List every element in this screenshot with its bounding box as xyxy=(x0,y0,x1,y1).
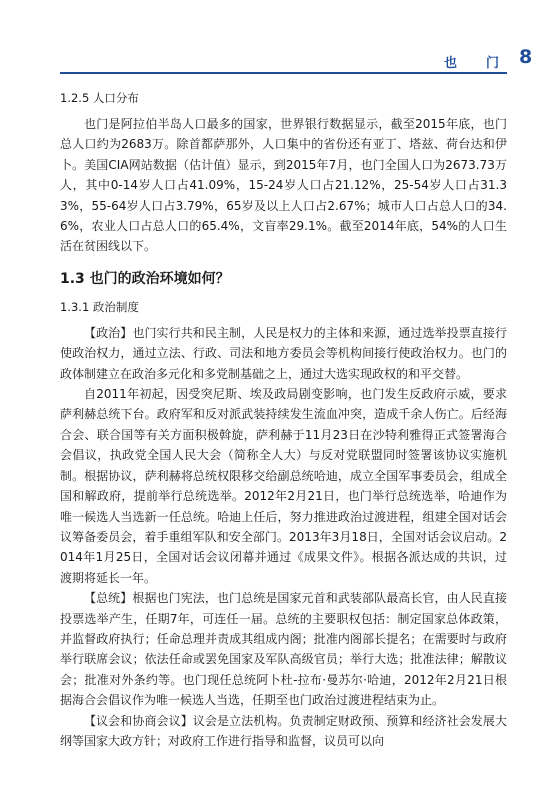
paragraph-politics: 【政治】也门实行共和民主制，人民是权力的主体和来源，通过选举投票直接行使政治权力，通过立法、行政、司法和地方委员会等机构间接行使政治权力。也门的政体制建立在政治多元化和多党制基础之上，通过大选实现政权的和平交替。 xyxy=(60,325,507,381)
section-heading-1-3-1: 1.3.1 政治制度 xyxy=(60,299,139,314)
paragraph-president: 【总统】根据也门宪法，也门总统是国家元首和武装部队最高长官，由人民直接投票选举产生，任期7年，可连任一届。总统的主要职权包括：制定国家总体政策，并监督政府执行；任命总理并责成其组成内阁；批准内阁部长提名；在需要时与政府举行联席会议；依法任命或罢免国家及军队高级官员；举行大选；批准法律；解散议会；批准对外条约等。也门现任总统阿卜杜-拉布·曼苏尔·哈迪，2012年2月21日根据海合会倡议作为唯一候选人当选，任期至也门政治过渡进程结束为止。 xyxy=(60,591,507,708)
header-title: 也 门 xyxy=(444,56,508,71)
header-rule xyxy=(60,72,507,74)
paragraph-parliament: 【议会和协商会议】议会是立法机构。负责制定财政预、预算和经济社会发展大纲等国家大政方针；对政府工作进行指导和监督，议员可以向 xyxy=(60,713,507,748)
page-content xyxy=(60,80,507,751)
section-heading-1-3: 1.3 也门的政治环境如何？ xyxy=(60,270,230,287)
paragraph-history: 自2011年初起，因受突尼斯、埃及政局剧变影响，也门发生反政府示威，要求萨利赫总统下台。政府军和反对派武装持续发生流血冲突，造成千余人伤亡。后经海合会、联合国等有关方面积极斡旋，萨利赫于11月23日在沙特利雅得正式签署海合会倡议，执政党全国人民大会（简称全人大）与反对党联盟同时签署该协议实施机制。根据协议，萨利赫将总统权限移交给副总统哈迪，成立全国军事委员会，组成全国和解政府，提前举行总统选举。2012年2月21日，也门举行总统选举，哈迪作为唯一候选人当选新一任总统。哈迪上任后，努力推进政治过渡进程，组建全国对话会议筹备委员会，着手重组军队和安全部门。2013年3月18日，全国对话会议启动。2014年1月25日，全国对话会议闭幕并通过《成果文件》。根据各派达成的共识，过渡期将延长一年。 xyxy=(60,387,507,585)
paragraph-population: 也门是阿拉伯半岛人口最多的国家，世界银行数据显示，截至2015年底，也门总人口约为2683万。除首都萨那外，人口集中的省份还有亚丁、塔兹、荷台达和伊卜。美国CIA网站数据（估计值）显示，到2015年7月，也门全国人口为2673.73万人，其中0-14岁人口占41.09%，15-24岁人口占21.12%，25-54岁人口占31.33%，55-64岁人口占3.79%，65岁及以上人口占2.67%；城市人口占总人口的34.6%，农业人口占总人口的65.4%，文盲率29.1%。截至2014年底，54%的人口生活在贫困线以下。 xyxy=(60,117,507,254)
section-heading-1-2-5: 1.2.5 人口分布 xyxy=(60,91,139,105)
page-number: 8 xyxy=(519,46,533,68)
